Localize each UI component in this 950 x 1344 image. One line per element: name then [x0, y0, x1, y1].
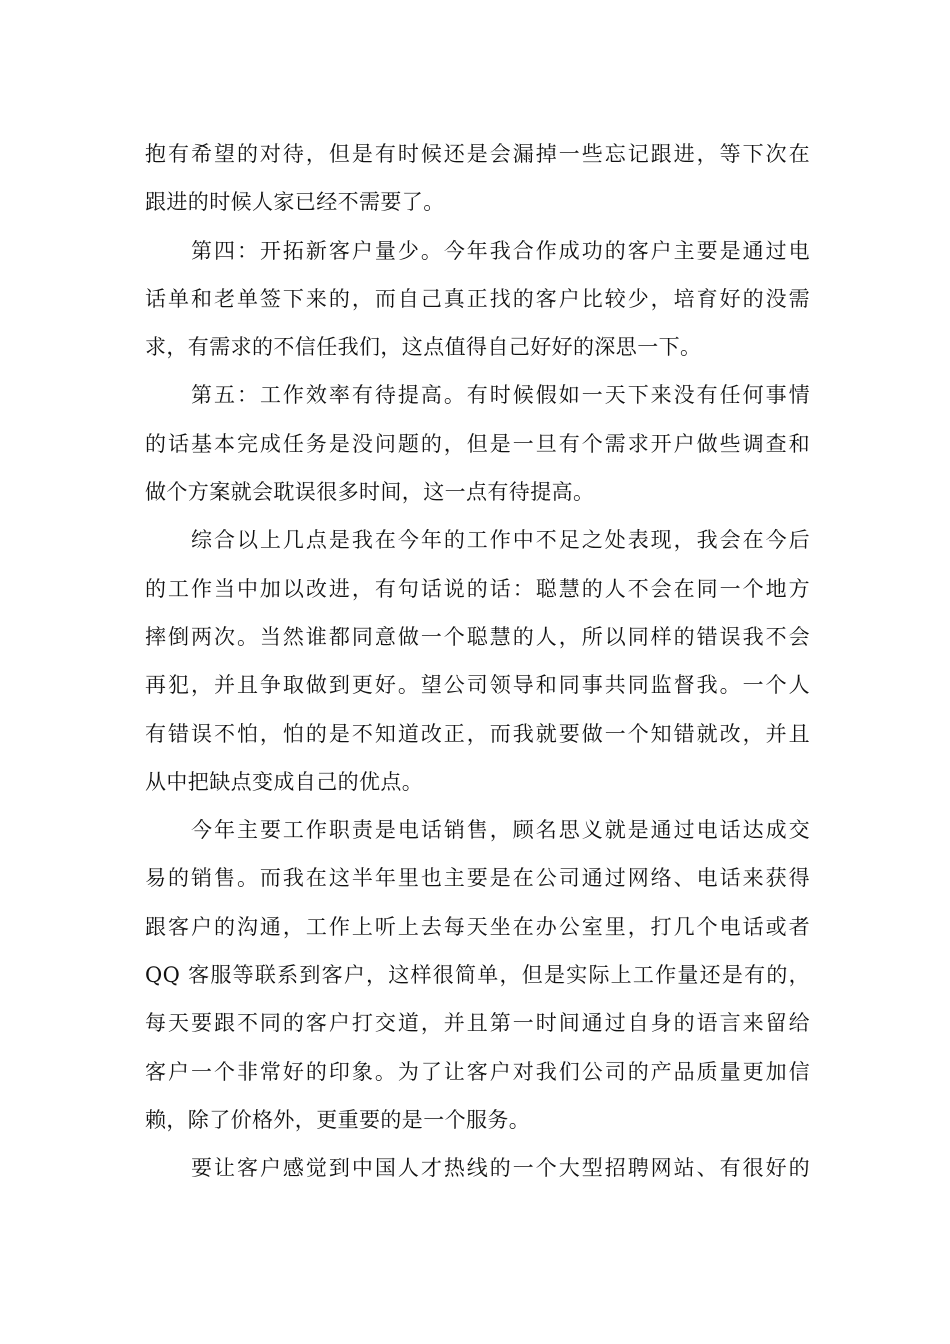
text-line: 话单和老单签下来的，而自己真正找的客户比较少，培育好的没需 — [145, 286, 810, 311]
text-line: 综合以上几点是我在今年的工作中不足之处表现，我会在今后 — [191, 528, 810, 553]
text-line: 求，有需求的不信任我们，这点值得自己好好的深思一下。 — [145, 335, 702, 360]
text-line: 第五：工作效率有待提高。有时候假如一天下来没有任何事情 — [191, 383, 810, 408]
text-line: 跟进的时候人家已经不需要了。 — [145, 190, 445, 215]
text-line: 今年主要工作职责是电话销售，顾名思义就是通过电话达成交 — [191, 818, 810, 843]
text-line: 抱有希望的对待，但是有时候还是会漏掉一些忘记跟进，等下次在 — [145, 142, 810, 166]
text-line: 易的销售。而我在这半年里也主要是在公司通过网络、电话来获得 — [145, 866, 810, 891]
text-line: 做个方案就会耽误很多时间，这一点有待提高。 — [145, 480, 595, 505]
text-line: 有错误不怕，怕的是不知道改正，而我就要做一个知错就改，并且 — [145, 721, 810, 746]
document-body — [145, 130, 810, 1193]
text-line: 的工作当中加以改进，有句话说的话：聪慧的人不会在同一个地方 — [145, 576, 810, 601]
text-line: 从中把缺点变成自己的优点。 — [145, 769, 424, 794]
text-line: 跟客户的沟通，工作上听上去每天坐在办公室里，打几个电话或者 — [145, 914, 810, 939]
text-line: 要让客户感觉到中国人才热线的一个大型招聘网站、有很好的 — [191, 1156, 810, 1181]
text-line: 再犯，并且争取做到更好。望公司领导和同事共同监督我。一个人 — [145, 673, 810, 698]
text-line: 的话基本完成任务是没问题的，但是一旦有个需求开户做些调查和 — [145, 431, 810, 456]
text-line: 摔倒两次。当然谁都同意做一个聪慧的人，所以同样的错误我不会 — [145, 624, 810, 649]
text-line: 第四：开拓新客户量少。今年我合作成功的客户主要是通过电 — [191, 238, 810, 263]
text-line: 赖，除了价格外，更重要的是一个服务。 — [145, 1107, 531, 1132]
text-line: 客户一个非常好的印象。为了让客户对我们公司的产品质量更加信 — [145, 1059, 810, 1084]
text-line: QQ 客服等联系到客户，这样很简单，但是实际上工作量还是有的， — [145, 963, 810, 988]
text-line: 每天要跟不同的客户打交道，并且第一时间通过自身的语言来留给 — [145, 1011, 810, 1036]
